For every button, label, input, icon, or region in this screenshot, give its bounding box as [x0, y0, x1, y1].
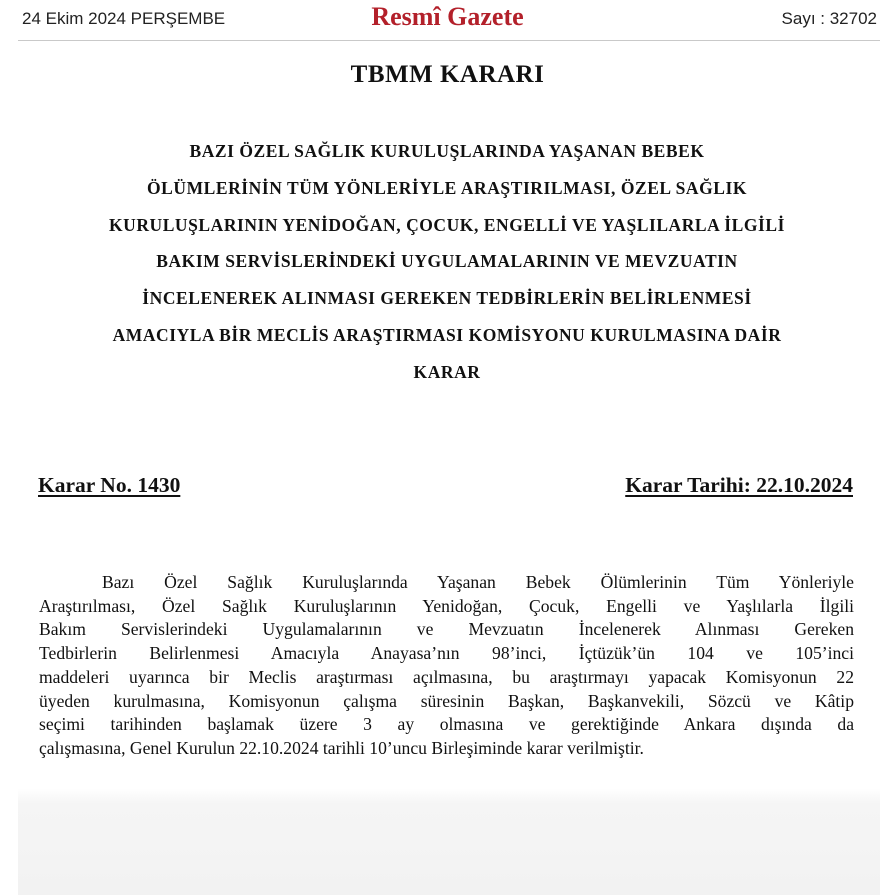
decision-date: Karar Tarihi: 22.10.2024: [625, 473, 853, 497]
body-line: Tedbirlerin Belirlenmesi Amacıyla Anayasa’nın 98’inci, İçtüzük’ün 104 ve 105’inci: [39, 643, 854, 664]
body-line: Araştırılması, Özel Sağlık Kuruluşlarının Yenidoğan, Çocuk, Engelli ve Yaşlılarla İlgili: [39, 595, 854, 616]
decision-subject: [36, 133, 858, 391]
body-line: Bakım Servislerindeki Uygulamalarının ve Mevzuatın İncelenerek Alınması Gereken: [39, 619, 854, 640]
decision-number: Karar No. 1430: [38, 473, 181, 497]
subject-line: İNCELENEREK ALINMASI GEREKEN TEDBİRLERİN BELİRLENMESİ: [142, 288, 752, 309]
decision-body: [39, 571, 854, 761]
body-line: seçimi tarihinden başlamak üzere 3 ay olmasına ve gerektiğinde Ankara dışında da: [39, 714, 854, 735]
body-line: çalışmasına, Genel Kurulun 22.10.2024 tarihli 10’uncu Birleşiminde karar verilmiştir.: [39, 737, 644, 758]
subject-line: KARAR: [413, 361, 481, 382]
subject-line: ÖLÜMLERİNİN TÜM YÖNLERİYLE ARAŞTIRILMASI, ÖZEL SAĞLIK: [147, 177, 747, 198]
document-heading: TBMM KARARI: [350, 61, 545, 88]
subject-line: AMACIYLA BİR MECLİS ARAŞTIRMASI KOMİSYONU KURULMASINA DAİR: [112, 324, 782, 345]
subject-line: KURULUŞLARININ YENİDOĞAN, ÇOCUK, ENGELLİ VE YAŞLILARLA İLGİLİ: [108, 214, 785, 235]
body-line: üyeden kurulmasına, Komisyonun çalışma süresinin Başkan, Başkanvekili, Sözcü ve Kâtip: [39, 690, 854, 711]
subject-line: BAZI ÖZEL SAĞLIK KURULUŞLARINDA YAŞANAN BEBEK: [189, 141, 705, 161]
masthead: [0, 0, 895, 40]
body-line: maddeleri uyarınca bir Meclis araştırması açılmasına, bu araştırmayı yapacak Komisyonun 22: [39, 666, 854, 687]
body-line: Bazı Özel Sağlık Kuruluşlarında Yaşanan Bebek Ölümlerinin Tüm Yönleriyle: [102, 572, 854, 592]
gazette-title: Resmî Gazete: [371, 2, 524, 31]
issue-number: Sayı : 32702: [781, 9, 877, 28]
publication-date: 24 Ekim 2024 PERŞEMBE: [22, 9, 226, 28]
masthead-divider: [18, 40, 880, 41]
subject-line: BAKIM SERVİSLERİNDEKİ UYGULAMALARININ VE MEVZUATIN: [156, 251, 738, 272]
